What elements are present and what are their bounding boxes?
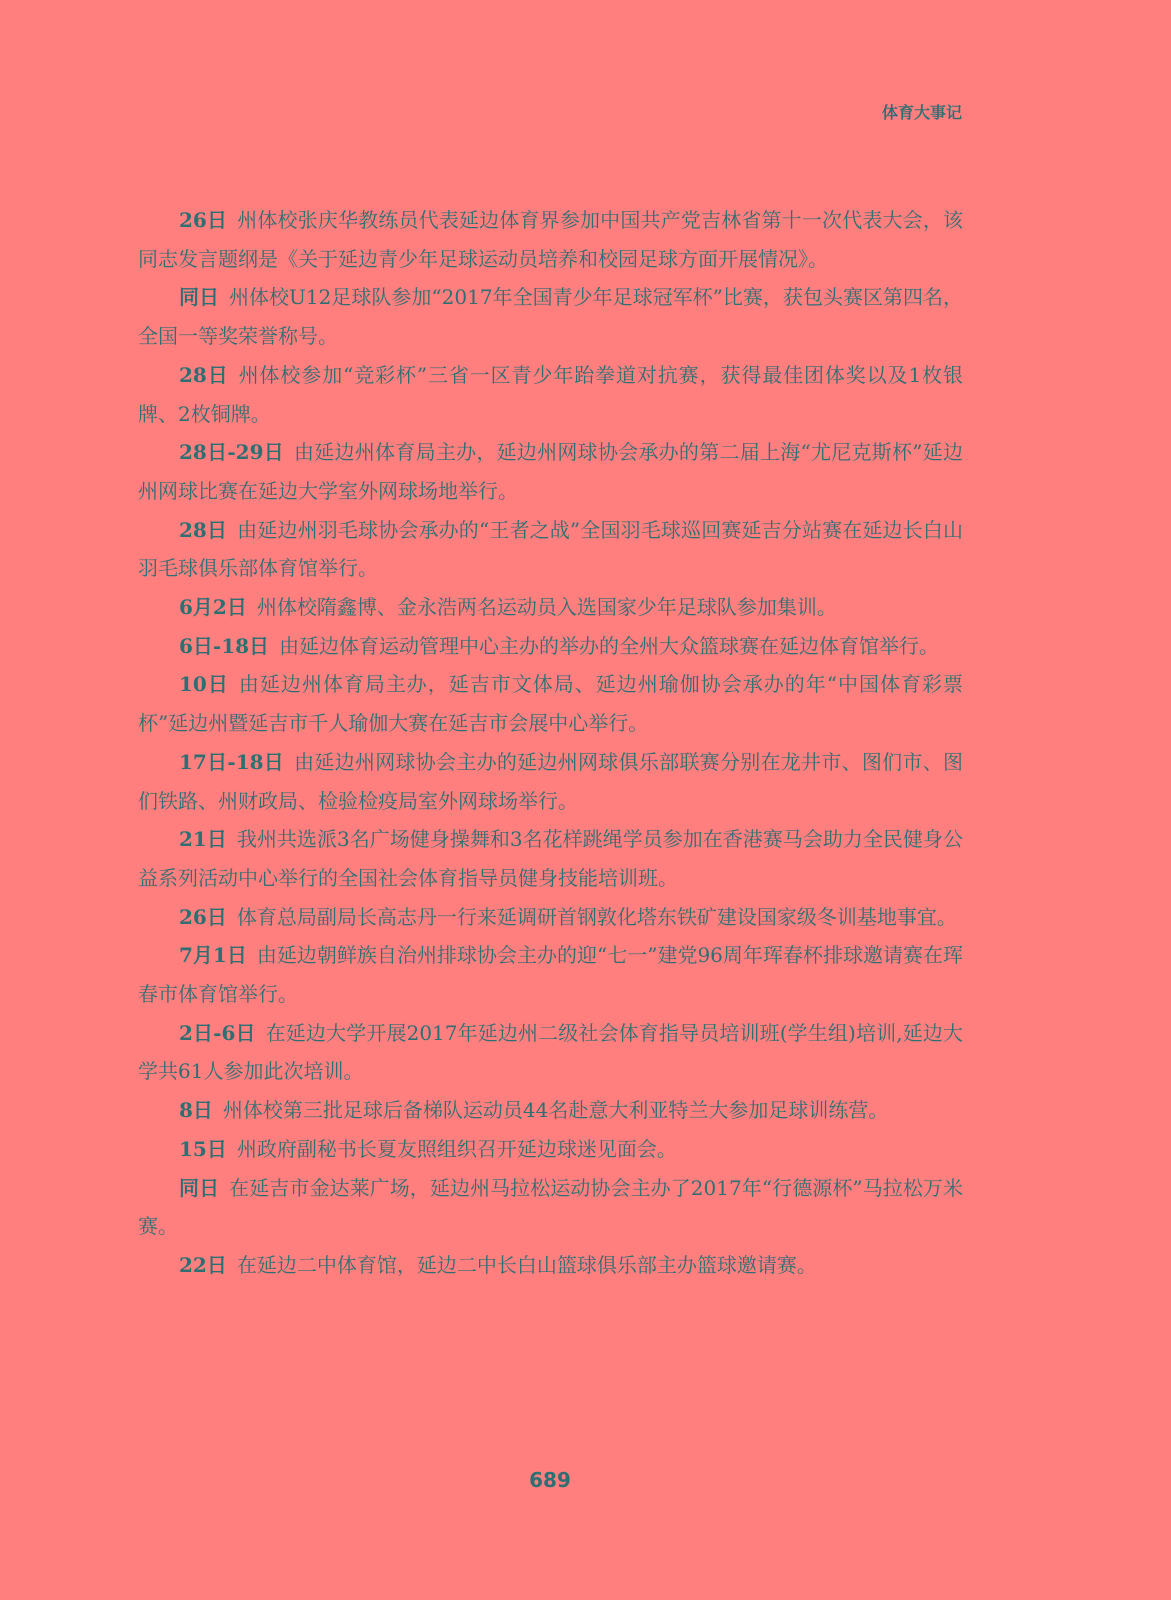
entry-date: 6月2日 xyxy=(179,595,247,620)
entry-text: 在延边二中体育馆，延边二中长白山篮球俱乐部主办篮球邀请赛。 xyxy=(236,1252,817,1277)
chronicle-entry xyxy=(138,511,963,588)
chronicle-entry xyxy=(138,898,963,937)
entry-text: 在延边大学开展2017年延边州二级社会体育指导员培训班(学生组)培训,延边大学共61人参加此次培训。 xyxy=(138,1020,963,1084)
entry-date: 28日 xyxy=(179,362,229,387)
entry-date: 15日 xyxy=(179,1136,227,1161)
chronicle-entry xyxy=(138,1246,963,1285)
chronicle-entry xyxy=(138,820,963,897)
chronicle-entry xyxy=(138,278,963,355)
chronicle-entry xyxy=(138,201,963,278)
entry-text: 州政府副秘书长夏友照组织召开延边球迷见面会。 xyxy=(236,1136,677,1161)
running-header: 体育大事记 xyxy=(881,103,962,122)
entry-date: 同日 xyxy=(179,1175,220,1200)
chronicle-entry xyxy=(138,1130,963,1169)
entry-text: 州体校隋鑫博、金永浩两名运动员入选国家少年足球队参加集训。 xyxy=(256,595,837,620)
entry-date: 21日 xyxy=(179,827,227,852)
chronicle-entry xyxy=(138,743,963,820)
chronicle-entry xyxy=(138,1014,963,1091)
chronicle-entry xyxy=(138,588,963,627)
chronicle-entry xyxy=(138,627,963,666)
entry-text: 在延吉市金达莱广场，延边州马拉松运动协会主办了2017年“行德源杯”马拉松万米赛。 xyxy=(138,1175,964,1239)
entry-date: 28日 xyxy=(179,517,228,542)
entry-text: 由延边州体育局主办，延边州网球协会承办的第二届上海“尤尼克斯杯”延边州网球比赛在延边大学室外网球场地举行。 xyxy=(138,440,964,503)
entry-date: 同日 xyxy=(179,285,220,310)
entry-date: 22日 xyxy=(179,1252,227,1277)
entry-date: 10日 xyxy=(179,672,229,697)
entry-date: 2日-6日 xyxy=(179,1020,256,1045)
entry-date: 26日 xyxy=(179,904,227,929)
entry-text: 州体校参加“竞彩杯”三省一区青少年跆拳道对抗赛，获得最佳团体奖以及1枚银牌、2枚铜牌。 xyxy=(138,362,963,426)
entry-text: 由延边体育运动管理中心主办的举办的全州大众篮球赛在延边体育馆举行。 xyxy=(279,633,940,658)
chronicle-entry xyxy=(138,356,963,433)
chronicle-body xyxy=(138,201,963,1285)
page-number: 689 xyxy=(529,1468,571,1492)
chronicle-entry xyxy=(138,936,963,1013)
entry-text: 我州共选派3名广场健身操舞和3名花样跳绳学员参加在香港赛马会助力全民健身公益系列活动中心举行的全国社会体育指导员健身技能培训班。 xyxy=(138,827,963,890)
chronicle-entry xyxy=(138,433,963,510)
entry-text: 州体校张庆华教练员代表延边体育界参加中国共产党吉林省第十一次代表大会，该同志发言题纲是《关于延边青少年足球运动员培养和校园足球方面开展情况》。 xyxy=(138,208,963,271)
entry-date: 28日-29日 xyxy=(179,440,285,465)
entry-date: 8日 xyxy=(179,1098,213,1123)
chronicle-entry xyxy=(138,1169,963,1246)
entry-text: 由延边州网球协会主办的延边州网球俱乐部联赛分别在龙井市、图们市、图们铁路、州财政局、检验检疫局室外网球场举行。 xyxy=(138,749,964,813)
entry-date: 6日-18日 xyxy=(179,633,270,658)
entry-date: 26日 xyxy=(179,208,228,232)
entry-text: 州体校第三批足球后备梯队运动员44名赴意大利亚特兰大参加足球训练营。 xyxy=(222,1098,889,1123)
entry-text: 州体校U12足球队参加“2017年全国青少年足球冠军杯”比赛，获包头赛区第四名，全国一等奖荣誉称号。 xyxy=(138,285,964,349)
entry-text: 由延边州体育局主办，延吉市文体局、延边州瑜伽协会承办的年“中国体育彩票杯”延边州暨延吉市千人瑜伽大赛在延吉市会展中心举行。 xyxy=(138,672,963,736)
entry-date: 7月1日 xyxy=(179,943,247,968)
entry-date: 17日-18日 xyxy=(179,749,285,774)
entry-text: 体育总局副局长高志丹一行来延调研首钢敦化塔东铁矿建设国家级冬训基地事宜。 xyxy=(236,904,957,929)
entry-text: 由延边朝鲜族自治州排球协会主办的迎“七一”建党96周年珲春杯排球邀请赛在珲春市体育馆举行。 xyxy=(138,943,963,1007)
chronicle-entry xyxy=(138,1091,963,1130)
entry-text: 由延边州羽毛球协会承办的“王者之战”全国羽毛球巡回赛延吉分站赛在延边长白山羽毛球俱乐部体育馆举行。 xyxy=(138,517,963,581)
chronicle-entry xyxy=(138,665,963,742)
